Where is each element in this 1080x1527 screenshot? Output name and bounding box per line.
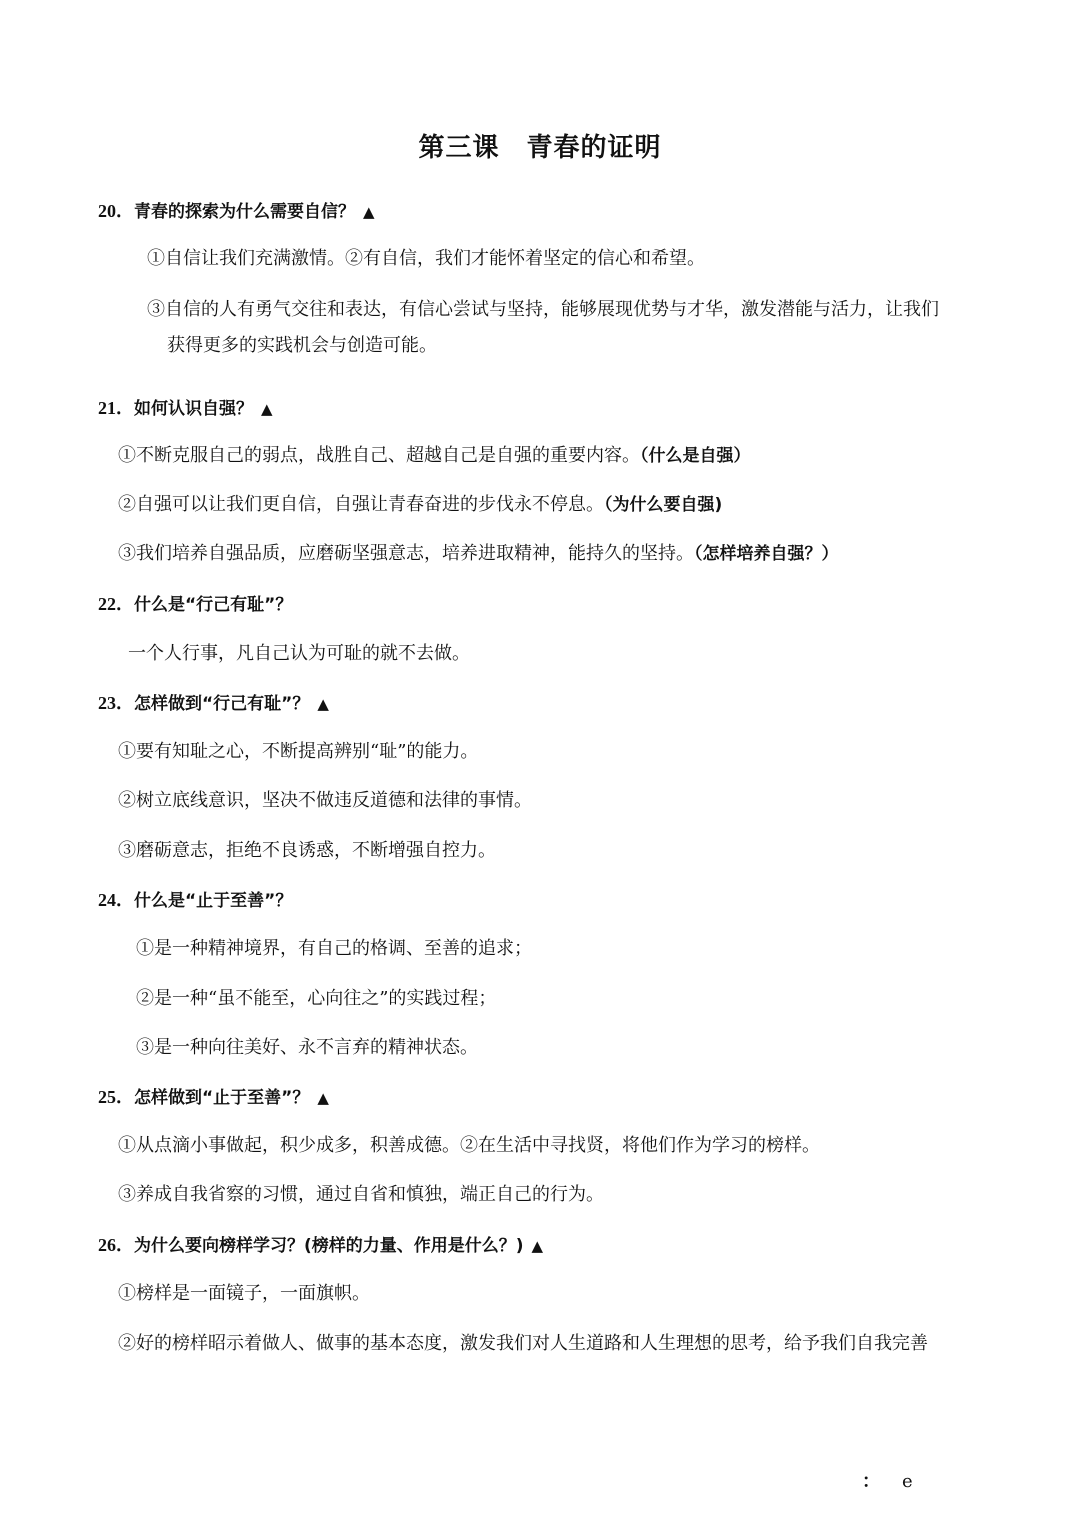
answer-20-2-line1: ③自信的人有勇气交往和表达，有信心尝试与坚持，能够展现优势与才华，激发潜能与活力，让我们	[147, 299, 939, 320]
question-21	[98, 394, 273, 423]
question-24	[98, 886, 292, 915]
answer-23-3: ③磨砺意志，拒绝不良诱惑，不断增强自控力。	[118, 840, 496, 861]
answer-21-1	[118, 442, 751, 470]
triangle-icon: ▲	[317, 695, 329, 713]
triangle-icon: ▲	[531, 1237, 544, 1255]
answer-note: （为什么要自强)	[604, 495, 723, 515]
answer-22-1: 一个人行事，凡自己认为可耻的就不去做。	[128, 643, 470, 664]
answer-21-2	[118, 491, 722, 519]
question-number: 24．	[98, 890, 134, 910]
question-number: 21．	[98, 398, 134, 418]
question-text: 为什么要向榜样学习？(榜样的力量、作用是什么？)	[134, 1236, 524, 1256]
answer-24-3: ③是一种向往美好、永不言弃的精神状态。	[136, 1037, 478, 1058]
answer-20-1: ①自信让我们充满激情。②有自信，我们才能怀着坚定的信心和希望。	[147, 248, 705, 269]
question-text: 什么是“行己有耻”？	[134, 595, 293, 615]
answer-text: ②自强可以让我们更自信，自强让青春奋进的步伐永不停息。	[118, 494, 604, 515]
answer-24-1: ①是一种精神境界，有自己的格调、至善的追求；	[136, 938, 532, 959]
answer-25-2: ③养成自我省察的习惯，通过自省和慎独，端正自己的行为。	[118, 1184, 604, 1205]
answer-25-1: ①从点滴小事做起，积少成多，积善成德。②在生活中寻找贤，将他们作为学习的榜样。	[118, 1135, 820, 1156]
answer-26-2: ②好的榜样昭示着做人、做事的基本态度，激发我们对人生道路和人生理想的思考，给予我们自我完善	[118, 1333, 928, 1354]
triangle-icon: ▲	[363, 203, 375, 221]
question-number: 26．	[98, 1235, 134, 1255]
answer-20-2-line2: 获得更多的实践机会与创造可能。	[167, 335, 437, 356]
page-title: 第三课 青春的证明	[418, 133, 662, 163]
question-number: 22．	[98, 594, 134, 614]
question-text: 怎样做到“行己有耻”？	[134, 694, 310, 714]
answer-note: （怎样培养自强？）	[694, 544, 839, 564]
answer-20-2	[147, 292, 987, 364]
answer-note: （什么是自强）	[640, 446, 751, 466]
triangle-icon: ▲	[317, 1089, 329, 1107]
question-number: 20．	[98, 201, 134, 221]
footer-letter: e	[902, 1471, 913, 1492]
answer-text: ①不断克服自己的弱点，战胜自己、超越自己是自强的重要内容。	[118, 445, 640, 466]
question-text: 怎样做到“止于至善”？	[134, 1088, 310, 1108]
question-22	[98, 590, 292, 619]
answer-21-3	[118, 540, 839, 568]
question-number: 23．	[98, 693, 134, 713]
answer-24-2: ②是一种“虽不能至，心向往之”的实践过程；	[136, 988, 497, 1009]
question-number: 25．	[98, 1087, 134, 1107]
question-text: 如何认识自强？	[134, 399, 253, 419]
question-23	[98, 689, 329, 718]
question-26	[98, 1231, 543, 1260]
answer-text: ③我们培养自强品质，应磨砺坚强意志，培养进取精神，能持久的坚持。	[118, 543, 694, 564]
footer-colon: ：	[862, 1471, 880, 1492]
question-25	[98, 1083, 329, 1112]
page-footer	[862, 1468, 913, 1496]
question-text: 什么是“止于至善”？	[134, 891, 293, 911]
answer-26-1: ①榜样是一面镜子，一面旗帜。	[118, 1283, 370, 1304]
question-20	[98, 197, 375, 226]
answer-23-1: ①要有知耻之心，不断提高辨别“耻”的能力。	[118, 741, 479, 762]
answer-23-2: ②树立底线意识，坚决不做违反道德和法律的事情。	[118, 790, 532, 811]
triangle-icon: ▲	[261, 400, 273, 418]
question-text: 青春的探索为什么需要自信？	[134, 202, 355, 222]
